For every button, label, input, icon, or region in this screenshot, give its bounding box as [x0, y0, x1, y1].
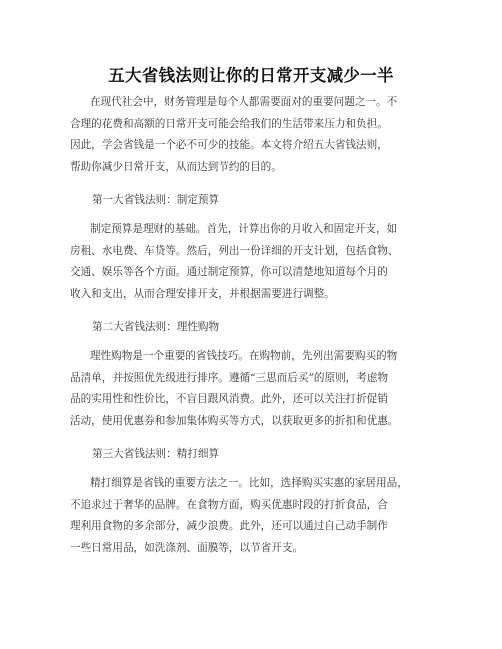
section-2-paragraph [70, 346, 470, 432]
section-3-heading: 第三大省钱法则：精打细算 [92, 448, 220, 460]
section-1-line-2: 房租、水电费、车贷等。然后，列出一份详细的开支计划，包括食物、 [70, 244, 399, 257]
section-1-heading: 第一大省钱法则：制定预算 [92, 194, 220, 206]
intro-line-4: 帮助你减少日常开支，从而达到节约的目的。 [70, 160, 282, 173]
section-3-line-2: 不追求过于奢华的品牌。在食物方面，购买优惠时段的打折食品，合 [70, 498, 388, 511]
intro-line-1: 在现代社会中，财务管理是每个人都需要面对的重要问题之一。不 [90, 96, 398, 108]
section-3-line-1: 精打细算是省钱的重要方法之一。比如，选择购买实惠的家居用品， [90, 477, 408, 489]
section-3-line-4: 一些日常用品，如洗涤剂、面膜等，以节省开支。 [70, 541, 304, 554]
section-3-paragraph [70, 473, 470, 559]
intro-line-3: 因此，学会省钱是一个必不可少的技能。本文将介绍五大省钱法则， [70, 139, 388, 151]
section-3-line-3: 理利用食物的多余部分，减少浪费。此外，还可以通过自己动手制作 [70, 520, 388, 532]
section-2-heading: 第二大省钱法则：理性购物 [92, 321, 220, 333]
section-2-line-3: 品的实用性和性价比，不盲目跟风消费。此外，还可以关注打折促销 [70, 393, 388, 405]
section-1-line-1: 制定预算是理财的基础。首先，计算出你的月收入和固定开支，如 [90, 223, 398, 235]
document-title: 五大省钱法则让你的日常开支减少一半 [108, 66, 394, 85]
section-1-line-4: 收入和支出，从而合理安排开支，并根据需要进行调整。 [70, 287, 335, 300]
intro-line-2: 合理的花费和高额的日常开支可能会给我们的生活带来压力和负担。 [70, 117, 388, 130]
intro-paragraph [70, 92, 470, 178]
section-2-line-2: 品清单，并按照优先级进行排序。遵循“三思而后买”的原则，考虑物 [70, 371, 389, 384]
section-2-line-4: 活动，使用优惠券和参加集体购买等方式，以获取更多的折扣和优惠。 [70, 414, 399, 427]
section-2-line-1: 理性购物是一个重要的省钱技巧。在购物前，先列出需要购买的物 [90, 350, 398, 362]
section-1-line-3: 交通、娱乐等各个方面。通过制定预算，你可以清楚地知道每个月的 [70, 266, 388, 278]
section-1-paragraph [70, 219, 470, 305]
